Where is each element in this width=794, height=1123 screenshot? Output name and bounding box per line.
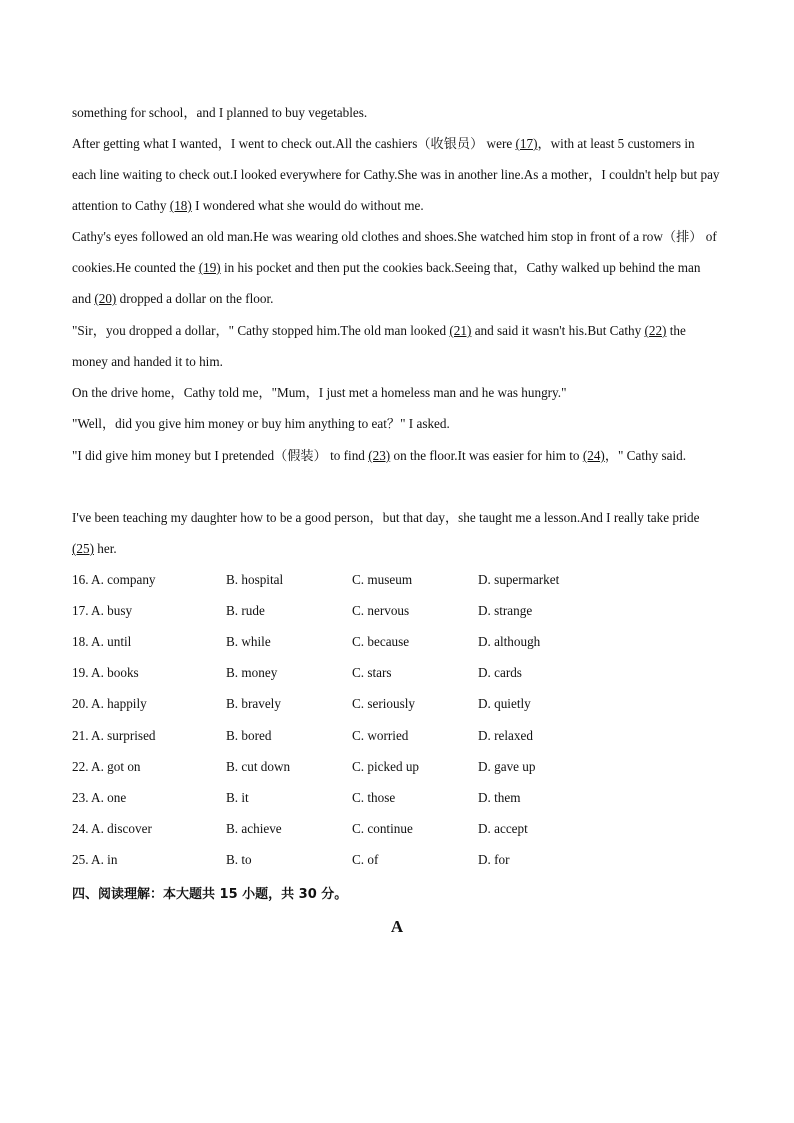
passage-paragraph-8 <box>72 502 722 564</box>
option-d: D. for <box>478 852 510 867</box>
blank-25: (25) <box>72 541 94 556</box>
passage-paragraph-7 <box>72 440 722 471</box>
option-row-20 <box>72 694 722 714</box>
passage-text: the money and handed it to him. <box>72 323 686 369</box>
option-a: 21. A. surprised <box>72 728 156 743</box>
option-b: B. it <box>226 790 249 805</box>
passage-text: on the floor.It was easier for him to <box>390 448 583 463</box>
option-a: 16. A. company <box>72 572 156 587</box>
passage-text: I wondered what she would do without me. <box>191 198 424 213</box>
blank-17: (17) <box>515 136 538 151</box>
passage-text: I've been teaching my daughter how to be a good person，but that day，she taught me a lesson.And I really take pride <box>72 510 700 525</box>
option-b: B. achieve <box>226 821 282 836</box>
passage-text: ，with at least 5 customers in each line waiting to check out.I looked everywhere for Cathy.She was in another line.As a mother，I couldn't help but pay attention to Cathy <box>72 136 720 213</box>
option-c: C. continue <box>352 821 413 836</box>
blank-18: (18) <box>169 198 192 213</box>
option-b: B. bored <box>226 728 272 743</box>
option-d: D. relaxed <box>478 728 533 743</box>
option-d: D. cards <box>478 665 522 680</box>
passage-paragraph-1 <box>72 97 722 128</box>
passage-paragraph-4 <box>72 315 722 377</box>
option-d: D. although <box>478 634 541 649</box>
option-c: C. nervous <box>352 603 410 618</box>
passage-text: ，" Cathy said. <box>604 448 687 463</box>
passage-text: "I did give him money but I pretended（假装） to find <box>72 448 369 463</box>
option-row-24 <box>72 819 722 839</box>
option-b: B. hospital <box>226 572 284 587</box>
option-c: C. picked up <box>352 759 420 774</box>
blank-20: (20) <box>94 291 117 306</box>
blank-21: (21) <box>449 323 472 338</box>
option-c: C. because <box>352 634 410 649</box>
option-b: B. money <box>226 665 278 680</box>
passage-paragraph-2 <box>72 128 722 221</box>
blank-19: (19) <box>198 260 221 275</box>
option-a: 19. A. books <box>72 665 139 680</box>
passage-text: On the drive home，Cathy told me，"Mum，I just met a homeless man and he was hungry." <box>72 385 567 400</box>
option-row-16 <box>72 570 722 590</box>
blank-24: (24) <box>582 448 605 463</box>
passage-text: After getting what I wanted，I went to check out.All the cashiers（收银员） were <box>72 136 516 151</box>
option-a: 22. A. got on <box>72 759 141 774</box>
option-b: B. to <box>226 852 252 867</box>
option-row-25 <box>72 850 722 870</box>
option-c: C. of <box>352 852 379 867</box>
passage-paragraph-3 <box>72 221 722 314</box>
option-d: D. accept <box>478 821 528 836</box>
passage-text: dropped a dollar on the floor. <box>116 291 274 306</box>
passage-label: A <box>390 917 404 936</box>
passage-text: and said it wasn't his.But Cathy <box>471 323 645 338</box>
section-heading: 四、阅读理解：本大题共 15 小题，共 30 分。 <box>72 887 348 902</box>
option-d: D. them <box>478 790 521 805</box>
option-c: C. seriously <box>352 696 416 711</box>
blank-23: (23) <box>368 448 391 463</box>
passage-text: Cathy's eyes followed an old man.He was wearing old clothes and shoes.She watched him stop in front of a row（排） of cookies.He counted the <box>72 229 717 275</box>
option-a: 25. A. in <box>72 852 118 867</box>
option-b: B. bravely <box>226 696 281 711</box>
passage-text: "Well，did you give him money or buy him anything to eat？" I asked. <box>72 416 450 431</box>
option-row-21 <box>72 726 722 746</box>
option-b: B. rude <box>226 603 265 618</box>
option-row-23 <box>72 788 722 808</box>
option-a: 24. A. discover <box>72 821 152 836</box>
passage-text: something for school，and I planned to buy vegetables. <box>72 105 368 120</box>
option-a: 18. A. until <box>72 634 132 649</box>
option-a: 20. A. happily <box>72 696 147 711</box>
option-c: C. stars <box>352 665 392 680</box>
option-c: C. worried <box>352 728 409 743</box>
option-row-18 <box>72 632 722 652</box>
passage-text: in his pocket and then put the cookies back.Seeing that，Cathy walked up behind the man and <box>72 260 701 306</box>
option-c: C. museum <box>352 572 413 587</box>
option-c: C. those <box>352 790 396 805</box>
option-a: 17. A. busy <box>72 603 133 618</box>
option-d: D. supermarket <box>478 572 560 587</box>
option-row-17 <box>72 601 722 621</box>
option-a: 23. A. one <box>72 790 127 805</box>
option-d: D. quietly <box>478 696 531 711</box>
option-row-19 <box>72 663 722 683</box>
option-b: B. cut down <box>226 759 291 774</box>
blank-22: (22) <box>644 323 667 338</box>
passage-paragraph-6 <box>72 408 722 439</box>
option-d: D. gave up <box>478 759 536 774</box>
passage-text: her. <box>93 541 117 556</box>
option-d: D. strange <box>478 603 533 618</box>
passage-text: "Sir，you dropped a dollar，" Cathy stopped him.The old man looked <box>72 323 450 338</box>
passage-paragraph-5 <box>72 377 722 408</box>
option-b: B. while <box>226 634 271 649</box>
option-row-22 <box>72 757 722 777</box>
